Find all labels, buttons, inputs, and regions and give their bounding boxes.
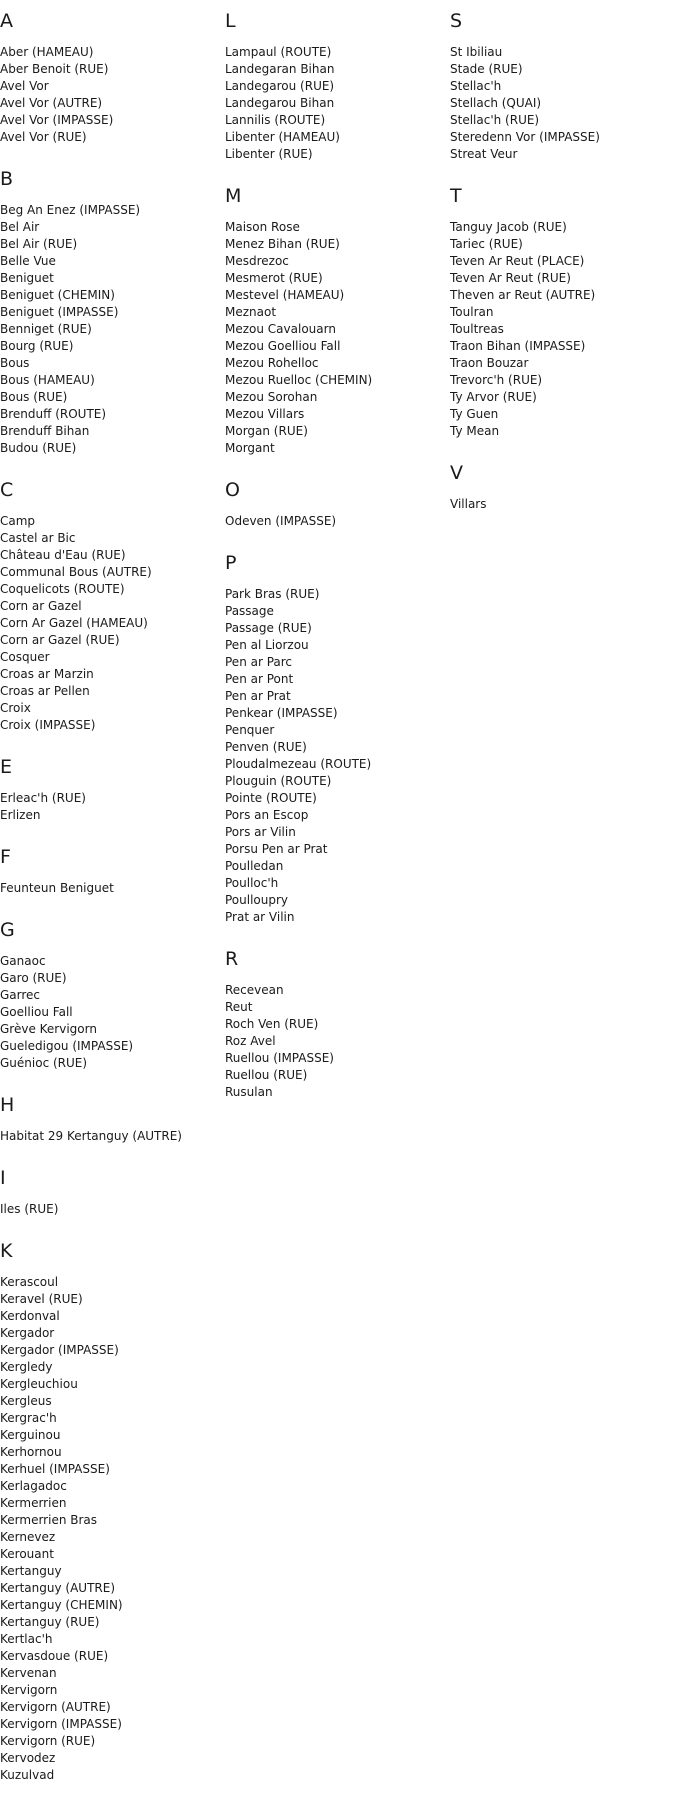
street-link-bous-hameau[interactable]: Bous (HAMEAU) xyxy=(0,373,95,387)
street-link-pen-ar-prat[interactable]: Pen ar Prat xyxy=(225,689,291,703)
street-link-recevean[interactable]: Recevean xyxy=(225,983,284,997)
street-link-toultreas[interactable]: Toultreas xyxy=(450,322,504,336)
street-link-chateau-d-eau-rue[interactable]: Château d'Eau (RUE) xyxy=(0,548,126,562)
street-link-kuzulvad[interactable]: Kuzulvad xyxy=(0,1768,55,1782)
street-link-bourg-rue[interactable]: Bourg (RUE) xyxy=(0,339,74,353)
street-list xyxy=(0,790,220,824)
street-link-kerguinou[interactable]: Kerguinou xyxy=(0,1428,61,1442)
letter-heading: E xyxy=(0,756,13,778)
street-link-kergador[interactable]: Kergador xyxy=(0,1326,55,1340)
letter-section-r xyxy=(225,948,445,1101)
street-link-poulledan[interactable]: Poulledan xyxy=(225,859,284,873)
street-link-penkear-impasse[interactable]: Penkear (IMPASSE) xyxy=(225,706,338,720)
letter-heading: V xyxy=(450,462,463,484)
street-link-trevorc-h-rue[interactable]: Trevorc'h (RUE) xyxy=(450,373,543,387)
street-link-rusulan[interactable]: Rusulan xyxy=(225,1085,273,1099)
street-link-steredenn-vor-impasse[interactable]: Steredenn Vor (IMPASSE) xyxy=(450,130,600,144)
letter-section-o xyxy=(225,479,445,530)
street-link-kertanguy-chemin[interactable]: Kertanguy (CHEMIN) xyxy=(0,1598,123,1612)
street-link-roz-avel[interactable]: Roz Avel xyxy=(225,1034,276,1048)
street-list xyxy=(225,44,445,163)
street-link-kervasdoue-rue[interactable]: Kervasdoue (RUE) xyxy=(0,1649,109,1663)
street-link-habitat-29-kertanguy-autre[interactable]: Habitat 29 Kertanguy (AUTRE) xyxy=(0,1129,182,1143)
street-link-pointe-route[interactable]: Pointe (ROUTE) xyxy=(225,791,317,805)
street-list xyxy=(0,1201,220,1218)
street-link-theven-ar-reut-autre[interactable]: Theven ar Reut (AUTRE) xyxy=(450,288,596,302)
street-link-kerlagadoc[interactable]: Kerlagadoc xyxy=(0,1479,67,1493)
street-link-beniguet[interactable]: Beniguet xyxy=(0,271,54,285)
street-link-morgan-rue[interactable]: Morgan (RUE) xyxy=(225,424,308,438)
letter-heading: H xyxy=(0,1094,15,1116)
street-link-pors-ar-vilin[interactable]: Pors ar Vilin xyxy=(225,825,296,839)
street-link-kerdonval[interactable]: Kerdonval xyxy=(0,1309,60,1323)
letter-section-m xyxy=(225,185,445,457)
street-link-traon-bihan-impasse[interactable]: Traon Bihan (IMPASSE) xyxy=(450,339,586,353)
street-link-teven-ar-reut-place[interactable]: Teven Ar Reut (PLACE) xyxy=(450,254,585,268)
letter-section-k xyxy=(0,1240,220,1784)
street-link-pors-an-escop[interactable]: Pors an Escop xyxy=(225,808,309,822)
letter-heading: P xyxy=(225,552,237,574)
letter-section-e xyxy=(0,756,220,824)
street-link-traon-bouzar[interactable]: Traon Bouzar xyxy=(450,356,529,370)
street-link-brenduff-bihan[interactable]: Brenduff Bihan xyxy=(0,424,90,438)
street-link-guenioc-rue[interactable]: Guénioc (RUE) xyxy=(0,1056,88,1070)
letter-heading: F xyxy=(0,846,11,868)
letter-heading: C xyxy=(0,479,14,501)
street-link-beg-an-enez-impasse[interactable]: Beg An Enez (IMPASSE) xyxy=(0,203,141,217)
street-link-passage[interactable]: Passage xyxy=(225,604,274,618)
street-link-mesdrezoc[interactable]: Mesdrezoc xyxy=(225,254,289,268)
street-link-communal-bous-autre[interactable]: Communal Bous (AUTRE) xyxy=(0,565,152,579)
street-link-castel-ar-bic[interactable]: Castel ar Bic xyxy=(0,531,76,545)
street-list xyxy=(450,44,670,163)
street-link-toulran[interactable]: Toulran xyxy=(450,305,494,319)
letter-section-c xyxy=(0,479,220,734)
street-link-kergador-impasse[interactable]: Kergador (IMPASSE) xyxy=(0,1343,119,1357)
street-link-plouguin-route[interactable]: Plouguin (ROUTE) xyxy=(225,774,332,788)
street-link-garo-rue[interactable]: Garo (RUE) xyxy=(0,971,67,985)
street-list xyxy=(0,953,220,1072)
street-link-kernevez[interactable]: Kernevez xyxy=(0,1530,56,1544)
street-link-pen-al-liorzou[interactable]: Pen al Liorzou xyxy=(225,638,309,652)
letter-heading: K xyxy=(0,1240,13,1262)
letter-heading: O xyxy=(225,479,240,501)
street-link-keravel-rue[interactable]: Keravel (RUE) xyxy=(0,1292,83,1306)
letter-section-b xyxy=(0,168,220,457)
street-link-beniguet-impasse[interactable]: Beniguet (IMPASSE) xyxy=(0,305,119,319)
letter-heading: T xyxy=(450,185,462,207)
street-list xyxy=(0,880,220,897)
street-link-bous-rue[interactable]: Bous (RUE) xyxy=(0,390,68,404)
street-link-camp[interactable]: Camp xyxy=(0,514,36,528)
street-link-mezou-goelliou-fall[interactable]: Mezou Goelliou Fall xyxy=(225,339,341,353)
street-list xyxy=(225,513,445,530)
street-link-mezou-rohelloc[interactable]: Mezou Rohelloc xyxy=(225,356,319,370)
street-link-mezou-ruelloc-chemin[interactable]: Mezou Ruelloc (CHEMIN) xyxy=(225,373,373,387)
street-link-meznaot[interactable]: Meznaot xyxy=(225,305,277,319)
street-link-ty-mean[interactable]: Ty Mean xyxy=(450,424,500,438)
street-link-penquer[interactable]: Penquer xyxy=(225,723,275,737)
street-link-poulloc-h[interactable]: Poulloc'h xyxy=(225,876,279,890)
letter-heading: M xyxy=(225,185,242,207)
street-link-prat-ar-vilin[interactable]: Prat ar Vilin xyxy=(225,910,295,924)
street-link-corn-ar-gazel-rue[interactable]: Corn ar Gazel (RUE) xyxy=(0,633,120,647)
street-link-ty-arvor-rue[interactable]: Ty Arvor (RUE) xyxy=(450,390,537,404)
street-list xyxy=(225,219,445,457)
street-link-poulloupry[interactable]: Poulloupry xyxy=(225,893,289,907)
street-list xyxy=(0,1128,220,1145)
street-link-croix[interactable]: Croix xyxy=(0,701,31,715)
street-link-streat-veur[interactable]: Streat Veur xyxy=(450,147,518,161)
street-list xyxy=(450,219,670,440)
street-link-mesmerot-rue[interactable]: Mesmerot (RUE) xyxy=(225,271,323,285)
street-link-bel-air-rue[interactable]: Bel Air (RUE) xyxy=(0,237,78,251)
street-link-croas-ar-pellen[interactable]: Croas ar Pellen xyxy=(0,684,90,698)
street-link-reut[interactable]: Reut xyxy=(225,1000,253,1014)
street-link-brenduff-route[interactable]: Brenduff (ROUTE) xyxy=(0,407,107,421)
street-link-greve-kervigorn[interactable]: Grève Kervigorn xyxy=(0,1022,97,1036)
street-link-ganaoc[interactable]: Ganaoc xyxy=(0,954,46,968)
street-link-lampaul-route[interactable]: Lampaul (ROUTE) xyxy=(225,45,332,59)
letter-heading: R xyxy=(225,948,239,970)
street-link-landegarou-rue[interactable]: Landegarou (RUE) xyxy=(225,79,335,93)
street-link-libenter-rue[interactable]: Libenter (RUE) xyxy=(225,147,313,161)
street-link-kermerrien-bras[interactable]: Kermerrien Bras xyxy=(0,1513,98,1527)
street-link-bel-air[interactable]: Bel Air xyxy=(0,220,40,234)
street-link-roch-ven-rue[interactable]: Roch Ven (RUE) xyxy=(225,1017,319,1031)
street-link-cosquer[interactable]: Cosquer xyxy=(0,650,50,664)
street-link-aber-hameau[interactable]: Aber (HAMEAU) xyxy=(0,45,94,59)
street-link-kervenan[interactable]: Kervenan xyxy=(0,1666,57,1680)
street-link-stellac-h-rue[interactable]: Stellac'h (RUE) xyxy=(450,113,540,127)
letter-section-h xyxy=(0,1094,220,1145)
street-link-kermerrien[interactable]: Kermerrien xyxy=(0,1496,67,1510)
street-link-croix-impasse[interactable]: Croix (IMPASSE) xyxy=(0,718,96,732)
street-link-passage-rue[interactable]: Passage (RUE) xyxy=(225,621,312,635)
street-link-kergleus[interactable]: Kergleus xyxy=(0,1394,52,1408)
street-link-mezou-cavalouarn[interactable]: Mezou Cavalouarn xyxy=(225,322,336,336)
street-column-2 xyxy=(225,10,445,1123)
street-list xyxy=(0,1274,220,1784)
street-link-gueledigou-impasse[interactable]: Gueledigou (IMPASSE) xyxy=(0,1039,134,1053)
street-link-libenter-hameau[interactable]: Libenter (HAMEAU) xyxy=(225,130,340,144)
street-link-maison-rose[interactable]: Maison Rose xyxy=(225,220,300,234)
letter-section-f xyxy=(0,846,220,897)
street-link-mezou-villars[interactable]: Mezou Villars xyxy=(225,407,305,421)
street-link-park-bras-rue[interactable]: Park Bras (RUE) xyxy=(225,587,320,601)
street-link-kertanguy[interactable]: Kertanguy xyxy=(0,1564,62,1578)
letter-section-v xyxy=(450,462,670,513)
letter-section-l xyxy=(225,10,445,163)
letter-heading: B xyxy=(0,168,14,190)
street-list xyxy=(225,586,445,926)
street-link-teven-ar-reut-rue[interactable]: Teven Ar Reut (RUE) xyxy=(450,271,571,285)
street-column-3 xyxy=(450,10,670,535)
street-link-garrec[interactable]: Garrec xyxy=(0,988,41,1002)
street-link-st-ibiliau[interactable]: St Ibiliau xyxy=(450,45,503,59)
street-link-landegaran-bihan[interactable]: Landegaran Bihan xyxy=(225,62,335,76)
street-link-stade-rue[interactable]: Stade (RUE) xyxy=(450,62,523,76)
street-link-coquelicots-route[interactable]: Coquelicots (ROUTE) xyxy=(0,582,125,596)
street-link-kertanguy-autre[interactable]: Kertanguy (AUTRE) xyxy=(0,1581,115,1595)
street-link-pen-ar-parc[interactable]: Pen ar Parc xyxy=(225,655,293,669)
street-link-kergrac-h[interactable]: Kergrac'h xyxy=(0,1411,57,1425)
street-link-kertlac-h[interactable]: Kertlac'h xyxy=(0,1632,53,1646)
street-link-feunteun-beniguet[interactable]: Feunteun Beniguet xyxy=(0,881,114,895)
street-list xyxy=(0,44,220,146)
street-link-mestevel-hameau[interactable]: Mestevel (HAMEAU) xyxy=(225,288,345,302)
street-link-erleac-h-rue[interactable]: Erleac'h (RUE) xyxy=(0,791,86,805)
street-link-avel-vor[interactable]: Avel Vor xyxy=(0,79,49,93)
street-link-corn-ar-gazel-hameau[interactable]: Corn Ar Gazel (HAMEAU) xyxy=(0,616,148,630)
street-link-ruellou-rue[interactable]: Ruellou (RUE) xyxy=(225,1068,308,1082)
letter-section-t xyxy=(450,185,670,440)
street-link-lannilis-route[interactable]: Lannilis (ROUTE) xyxy=(225,113,326,127)
street-link-ploudalmezeau-route[interactable]: Ploudalmezeau (ROUTE) xyxy=(225,757,372,771)
street-link-beniguet-chemin[interactable]: Beniguet (CHEMIN) xyxy=(0,288,115,302)
street-link-ruellou-impasse[interactable]: Ruellou (IMPASSE) xyxy=(225,1051,334,1065)
street-link-avel-vor-autre[interactable]: Avel Vor (AUTRE) xyxy=(0,96,103,110)
street-link-porsu-pen-ar-prat[interactable]: Porsu Pen ar Prat xyxy=(225,842,328,856)
letter-heading: S xyxy=(450,10,463,32)
street-list xyxy=(0,202,220,457)
street-link-croas-ar-marzin[interactable]: Croas ar Marzin xyxy=(0,667,94,681)
letter-heading: L xyxy=(225,10,236,32)
street-link-iles-rue[interactable]: Iles (RUE) xyxy=(0,1202,59,1216)
street-link-menez-bihan-rue[interactable]: Menez Bihan (RUE) xyxy=(225,237,340,251)
street-column-1 xyxy=(0,10,220,1806)
street-link-kertanguy-rue[interactable]: Kertanguy (RUE) xyxy=(0,1615,100,1629)
letter-section-s xyxy=(450,10,670,163)
street-link-kerhornou[interactable]: Kerhornou xyxy=(0,1445,62,1459)
street-link-kervigorn-impasse[interactable]: Kervigorn (IMPASSE) xyxy=(0,1717,122,1731)
letter-heading: A xyxy=(0,10,13,32)
street-list xyxy=(0,513,220,734)
letter-section-g xyxy=(0,919,220,1072)
letter-section-p xyxy=(225,552,445,926)
street-link-belle-vue[interactable]: Belle Vue xyxy=(0,254,56,268)
street-link-kerhuel-impasse[interactable]: Kerhuel (IMPASSE) xyxy=(0,1462,110,1476)
street-link-erlizen[interactable]: Erlizen xyxy=(0,808,41,822)
street-link-odeven-impasse[interactable]: Odeven (IMPASSE) xyxy=(225,514,337,528)
street-link-kervigorn[interactable]: Kervigorn xyxy=(0,1683,58,1697)
street-link-kervigorn-autre[interactable]: Kervigorn (AUTRE) xyxy=(0,1700,111,1714)
letter-heading: G xyxy=(0,919,15,941)
street-link-landegarou-bihan[interactable]: Landegarou Bihan xyxy=(225,96,335,110)
street-link-stellac-h[interactable]: Stellac'h xyxy=(450,79,502,93)
street-link-avel-vor-rue[interactable]: Avel Vor (RUE) xyxy=(0,130,87,144)
street-link-kerascoul[interactable]: Kerascoul xyxy=(0,1275,59,1289)
street-link-tanguy-jacob-rue[interactable]: Tanguy Jacob (RUE) xyxy=(450,220,567,234)
street-link-stellach-quai[interactable]: Stellach (QUAI) xyxy=(450,96,542,110)
street-link-budou-rue[interactable]: Budou (RUE) xyxy=(0,441,77,455)
street-link-villars[interactable]: Villars xyxy=(450,497,487,511)
street-link-mezou-sorohan[interactable]: Mezou Sorohan xyxy=(225,390,318,404)
street-link-tariec-rue[interactable]: Tariec (RUE) xyxy=(450,237,523,251)
letter-section-i xyxy=(0,1167,220,1218)
street-link-bous[interactable]: Bous xyxy=(0,356,30,370)
street-link-morgant[interactable]: Morgant xyxy=(225,441,275,455)
street-link-aber-benoit-rue[interactable]: Aber Benoit (RUE) xyxy=(0,62,109,76)
street-list xyxy=(225,982,445,1101)
letter-heading: I xyxy=(0,1167,6,1189)
street-link-kergledy[interactable]: Kergledy xyxy=(0,1360,53,1374)
street-link-ty-guen[interactable]: Ty Guen xyxy=(450,407,499,421)
street-link-penven-rue[interactable]: Penven (RUE) xyxy=(225,740,307,754)
street-link-kerouant[interactable]: Kerouant xyxy=(0,1547,54,1561)
street-link-avel-vor-impasse[interactable]: Avel Vor (IMPASSE) xyxy=(0,113,114,127)
street-link-goelliou-fall[interactable]: Goelliou Fall xyxy=(0,1005,73,1019)
letter-section-a xyxy=(0,10,220,146)
street-link-kergleuchiou[interactable]: Kergleuchiou xyxy=(0,1377,78,1391)
street-link-corn-ar-gazel[interactable]: Corn ar Gazel xyxy=(0,599,82,613)
street-list xyxy=(450,496,670,513)
street-link-benniget-rue[interactable]: Benniget (RUE) xyxy=(0,322,92,336)
street-link-kervigorn-rue[interactable]: Kervigorn (RUE) xyxy=(0,1734,96,1748)
street-link-pen-ar-pont[interactable]: Pen ar Pont xyxy=(225,672,294,686)
street-link-kervodez[interactable]: Kervodez xyxy=(0,1751,56,1765)
